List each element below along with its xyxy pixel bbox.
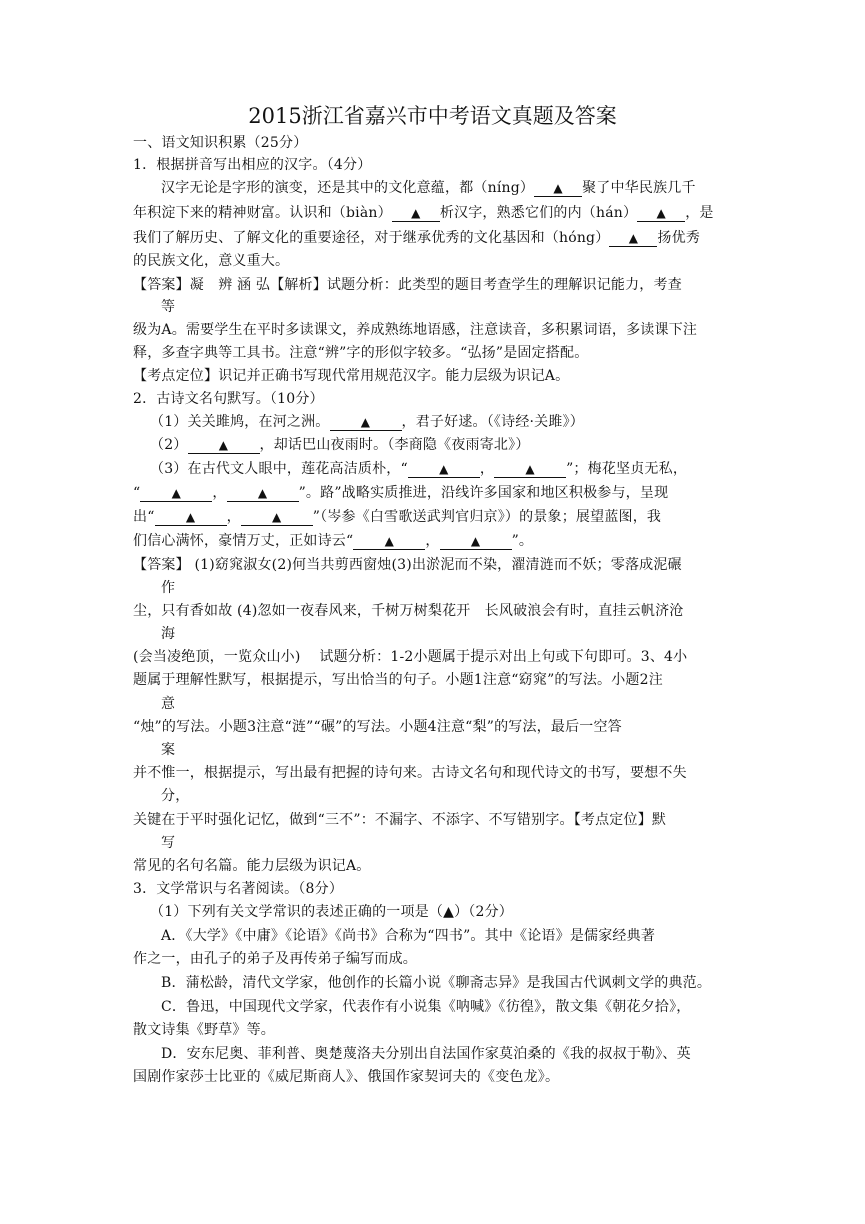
answer-blank: ▲ — [494, 461, 566, 478]
q1-paragraph-line: 年积淀下来的精神财富。认识和（biàn） ▲ 析汉字，熟悉它们的内（hán） ▲ ，是 — [133, 205, 714, 221]
q2-answer: 作 — [161, 580, 176, 596]
q2-answer: 关键在于平时强化记忆，做到“三不”：不漏字、不添字、不写错别字。【考点定位】默 — [133, 812, 667, 828]
q1-exam-point: 【考点定位】识记并正确书写现代常用规范汉字。能力层级为识记A。 — [133, 368, 570, 384]
q1-paragraph-line: 的民族文化，意义重大。 — [133, 253, 290, 269]
q3-option-b: B．蒲松龄，清代文学家，他创作的长篇小说《聊斋志异》是我国古代讽刺文学的典范。 — [161, 975, 712, 991]
answer-blank: ▲ — [241, 509, 313, 526]
answer-blank: ▲ — [637, 205, 685, 222]
q3-subquestion: （1）下列有关文学常识的表述正确的一项是（▲）（2分） — [150, 904, 513, 920]
q2-answer: 尘，只有香如故 (4)忽如一夜春风来，千树万树梨花开 长风破浪会有时，直挂云帆济沧 — [133, 603, 684, 619]
answer-blank: ▲ — [440, 533, 512, 550]
q2-answer: (会当凌绝顶，一览众山小) 试题分析：1-2小题属于提示对出上句或下句即可。3、4小 — [133, 649, 688, 665]
answer-blank: ▲ — [534, 180, 582, 197]
q1-paragraph-line: 汉字无论是字形的演变，还是其中的文化意蕴，都（níng） ▲ 聚了中华民族几千 — [161, 180, 696, 196]
answer-blank: ▲ — [188, 437, 260, 454]
answer-blank: ▲ — [408, 461, 480, 478]
q1-answer: 级为A。需要学生在平时多读课文，养成熟练地语感，注意读音，多积累词语，多读课下注 — [133, 322, 698, 338]
q2-answer: 案 — [161, 742, 176, 758]
q1-answer: 【答案】凝 辨 涵 弘【解析】试题分析：此类型的题目考查学生的理解识记能力，考查 — [133, 277, 682, 293]
q1-answer: 释，多查字典等工具书。注意“辨”字的形似字较多。“弘扬”是固定搭配。 — [133, 345, 589, 361]
q2-heading: 2．古诗文名句默写。（10分） — [133, 391, 324, 407]
q1-paragraph-line: 我们了解历史、了解文化的重要途径，对于继承优秀的文化基因和（hóng） ▲ 扬优秀 — [133, 230, 701, 246]
answer-blank: ▲ — [392, 205, 440, 222]
q2-item: 们信心满怀，豪情万丈，正如诗云“ ▲ ， ▲ ”。 — [133, 533, 534, 549]
q2-item: （2） ▲ ，却话巴山夜雨时。（李商隐《夜雨寄北》） — [150, 437, 530, 453]
page-title: 2015浙江省嘉兴市中考语文真题及答案 — [248, 104, 617, 128]
q3-heading: 3．文学常识与名著阅读。（8分） — [133, 881, 344, 897]
q2-item: （1）关关雎鸠，在河之洲。 ▲ ，君子好逑。（《诗经·关雎》） — [150, 414, 584, 430]
answer-blank: ▲ — [155, 509, 227, 526]
q3-option-d: D．安东尼奥、菲利普、奥楚蔑洛夫分别出自法国作家莫泊桑的《我的叔叔于勒》、英 — [161, 1046, 691, 1062]
q2-item: “ ▲ ， ▲ ”。路”战略实质推进，沿线许多国家和地区积极参与，呈现 — [133, 485, 669, 501]
q2-answer: 常见的名句名篇。能力层级为识记A。 — [133, 858, 371, 874]
q3-option-d: 国剧作家莎士比亚的《威尼斯商人》、俄国作家契诃夫的《变色龙》。 — [133, 1069, 560, 1085]
q2-answer: “烛”的写法。小题3注意“涟”“碾”的写法。小题4注意“梨”的写法，最后一空答 — [133, 719, 622, 735]
q1-heading: 1．根据拼音写出相应的汉字。（4分） — [133, 157, 372, 173]
q1-answer: 等 — [161, 299, 176, 315]
q2-answer: 【答案】 (1)窈窕淑女(2)何当共剪西窗烛(3)出淤泥而不染，濯清涟而不妖；零落成泥碾 — [133, 557, 682, 573]
q3-option-a: 作之一，由孔子的弟子及再传弟子编写而成。 — [133, 951, 417, 967]
q2-answer: 意 — [161, 696, 176, 712]
q3-option-a: A．《大学》《中庸》《论语》《尚书》合称为“四书”。其中《论语》是儒家经典著 — [161, 928, 656, 944]
answer-blank: ▲ — [353, 533, 425, 550]
q3-option-c: C．鲁迅，中国现代文学家，代表作有小说集《呐喊》《彷徨》，散文集《朝花夕拾》， — [161, 999, 691, 1015]
section-heading: 一、语文知识积累（25分） — [133, 135, 308, 151]
q2-answer: 写 — [161, 835, 176, 851]
q3-option-c: 散文诗集《野草》等。 — [133, 1022, 275, 1038]
answer-blank: ▲ — [609, 230, 657, 247]
answer-blank: ▲ — [140, 485, 212, 502]
q2-answer: 海 — [161, 626, 176, 642]
q2-answer: 题属于理解性默写，根据提示，写出恰当的句子。小题1注意“窈窕”的写法。小题2注 — [133, 672, 663, 688]
q2-answer: 分， — [161, 788, 190, 804]
answer-blank: ▲ — [330, 414, 402, 431]
answer-blank: ▲ — [227, 485, 299, 502]
q2-item: （3）在古代文人眼中，莲花高洁质朴，“ ▲ ， ▲ ”；梅花坚贞无私， — [150, 461, 688, 477]
q2-answer: 并不惟一，根据提示，写出最有把握的诗句来。古诗文名句和现代诗文的书写，要想不失 — [133, 765, 687, 781]
q2-item: 出“ ▲ ， ▲ ”（岑参《白雪歌送武判官归京》）的景象；展望蓝图，我 — [133, 509, 662, 525]
